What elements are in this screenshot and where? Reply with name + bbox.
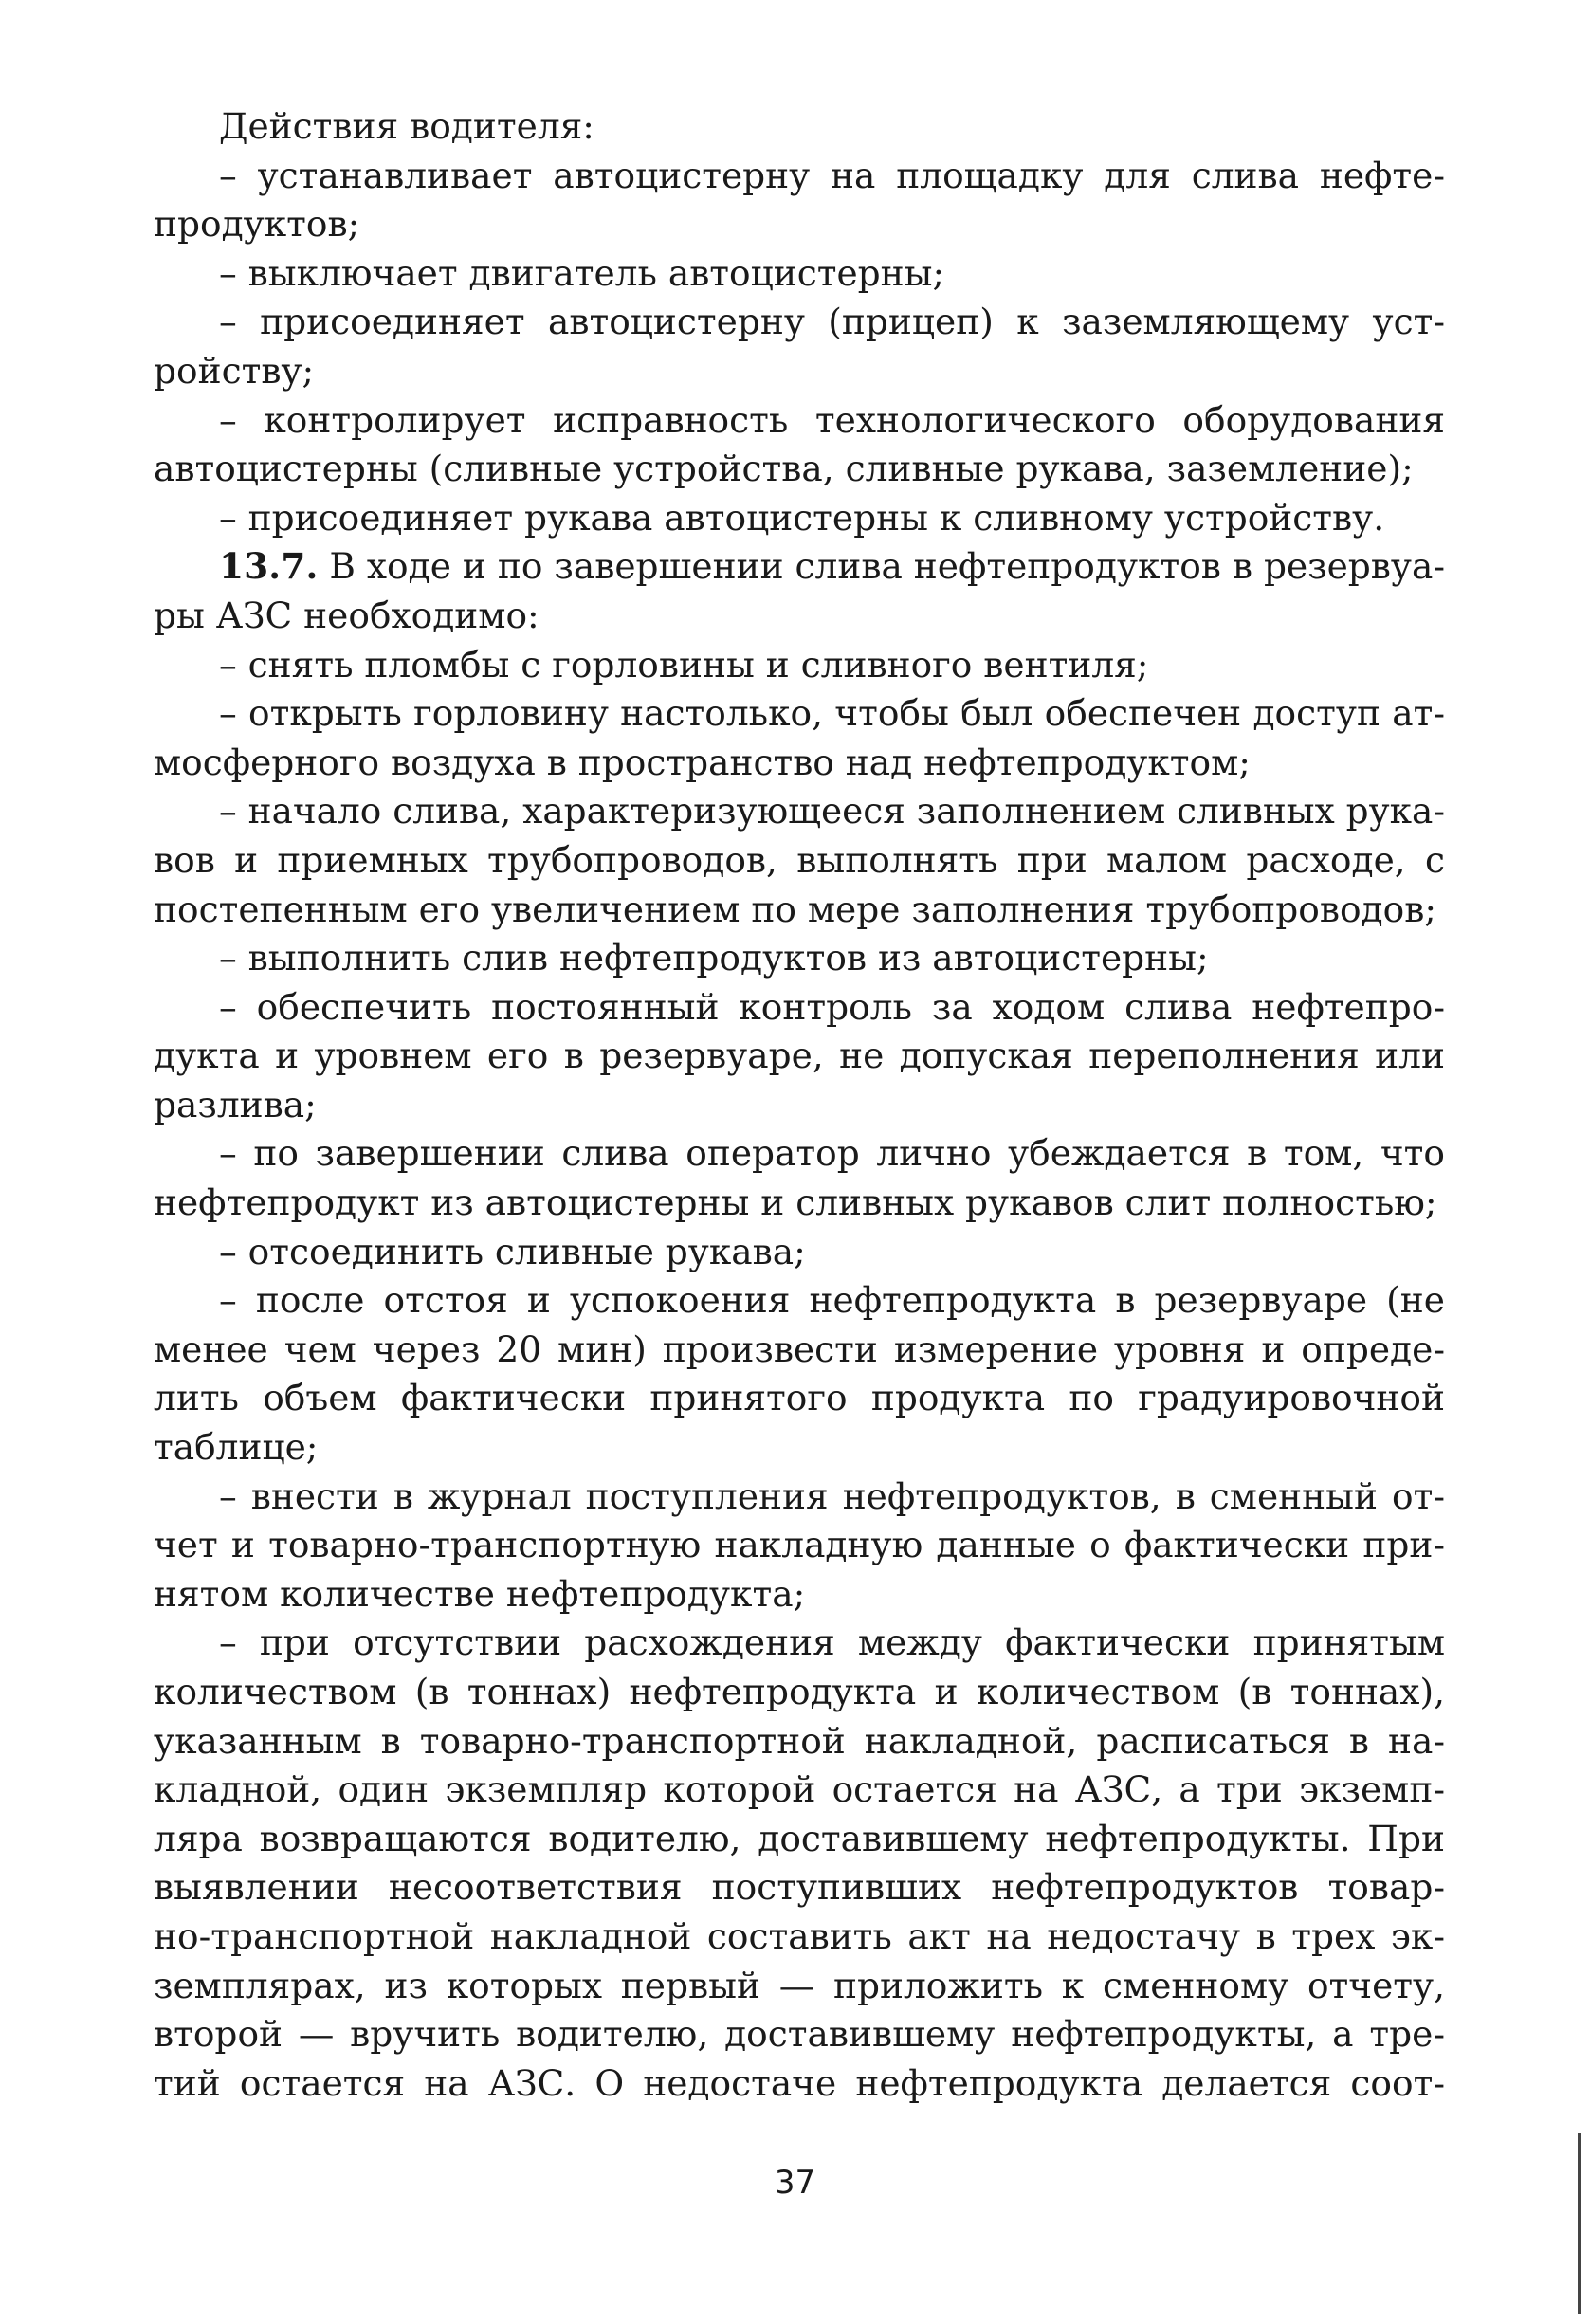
text-line — [154, 739, 1445, 788]
text-line — [154, 2010, 1445, 2059]
text-line — [154, 1179, 1445, 1228]
text-line-content: дукта и уровнем его в резервуаре, не допуская переполнения или — [154, 1034, 1445, 1077]
text-line-content: тий остается на АЗС. О недостаче нефтепродукта делается соот- — [154, 2061, 1445, 2104]
text-line-content: – по завершении слива оператор лично убеждается в том, что — [219, 1132, 1445, 1175]
text-line — [154, 1228, 1445, 1277]
text-line — [154, 1962, 1445, 2011]
text-line-content: чет и товарно-транспортную накладную данные о фактически при- — [154, 1524, 1445, 1566]
text-line-content: указанным в товарно-транспортной накладной, расписаться в на- — [154, 1719, 1445, 1762]
text-line — [154, 396, 1445, 446]
text-line — [154, 298, 1445, 347]
text-line-content: – при отсутствии расхождения между фактически принятым — [219, 1621, 1445, 1664]
page-edge-mark — [1578, 2133, 1581, 2314]
text-line — [154, 592, 1445, 641]
text-line-content: – обеспечить постоянный контроль за ходом слива нефтепро- — [219, 985, 1445, 1028]
text-line-content: земплярах, из которых первый — приложить к сменному отчету, — [154, 1964, 1445, 2006]
text-line — [154, 1473, 1445, 1522]
text-line — [154, 1326, 1445, 1375]
text-line-content: – после отстоя и успокоения нефтепродукта в резервуаре (не — [219, 1279, 1445, 1322]
text-line — [154, 347, 1445, 396]
text-line — [154, 934, 1445, 983]
text-line — [154, 200, 1445, 249]
text-line — [154, 1081, 1445, 1130]
text-line-content: разлива; — [154, 1083, 317, 1125]
text-line — [154, 1570, 1445, 1619]
text-line-content: нефтепродукт из автоцистерны и сливных рукавов слит полностью; — [154, 1181, 1437, 1224]
text-line-content: – снять пломбы с горловины и сливного вентиля; — [219, 643, 1149, 686]
text-line-content: нятом количестве нефтепродукта; — [154, 1572, 806, 1615]
text-line — [154, 641, 1445, 690]
text-line-content: автоцистерны (сливные устройства, сливные рукава, заземление); — [154, 448, 1414, 490]
text-line-content: но-транспортной накладной составить акт на недостачу в трех эк- — [154, 1914, 1445, 1957]
text-line — [154, 886, 1445, 935]
page-number: 37 — [774, 2164, 816, 2202]
text-line-content: таблице; — [154, 1426, 319, 1469]
text-line — [154, 983, 1445, 1033]
text-line-content: количеством (в тоннах) нефтепродукта и количеством (в тоннах), — [154, 1671, 1445, 1712]
text-line-content: лить объем фактически принятого продукта по градуировочной — [154, 1377, 1445, 1419]
text-line-content: Действия водителя: — [219, 105, 594, 147]
text-line — [154, 1276, 1445, 1326]
text-line — [154, 1815, 1445, 1864]
text-line — [154, 1717, 1445, 1766]
text-line — [154, 836, 1445, 886]
text-line — [154, 445, 1445, 494]
text-line-content: – открыть горловину настолько, чтобы был обеспечен доступ ат- — [219, 692, 1445, 735]
text-line — [154, 1374, 1445, 1423]
text-line — [154, 249, 1445, 299]
text-line-content: кладной, один экземпляр которой остается на АЗС, а три экземп- — [154, 1768, 1445, 1811]
text-line — [154, 1129, 1445, 1179]
text-line-content: постепенным его увеличением по мере заполнения трубопроводов; — [154, 888, 1436, 930]
text-line — [154, 1619, 1445, 1668]
text-line — [154, 102, 1445, 152]
text-line-content: – контролирует исправность технологического оборудования — [219, 398, 1445, 441]
text-line-content: выявлении несоответствия поступивших нефтепродуктов товар- — [154, 1866, 1445, 1909]
text-line — [154, 494, 1445, 543]
text-line — [154, 1863, 1445, 1912]
text-line-content: ры АЗС необходимо: — [154, 594, 539, 636]
text-line — [154, 1521, 1445, 1570]
text-line-content: – выключает двигатель автоцистерны; — [219, 251, 945, 294]
text-line-content: менее чем через 20 мин) произвести измерение уровня и опреде- — [154, 1327, 1445, 1370]
text-line-content: ляра возвращаются водителю, доставившему нефтепродукты. При — [154, 1817, 1445, 1859]
text-line — [154, 2059, 1445, 2109]
text-line-content: ройству; — [154, 349, 315, 392]
text-line-content: – устанавливает автоцистерну на площадку для слива нефте- — [219, 154, 1445, 196]
text-line — [154, 152, 1445, 201]
text-line — [154, 542, 1445, 592]
text-line-content: вов и приемных трубопроводов, выполнять при малом расходе, с — [154, 838, 1445, 881]
text-line-content: – присоединяет автоцистерну (прицеп) к заземляющему уст- — [219, 301, 1445, 343]
text-line-content: мосферного воздуха в пространство над нефтепродуктом; — [154, 741, 1251, 783]
text-line-content: – выполнить слив нефтепродуктов из автоцистерны; — [219, 937, 1209, 979]
section-number: 13.7. — [219, 545, 319, 588]
text-line — [154, 1668, 1445, 1717]
text-line — [154, 689, 1445, 739]
text-line-content: – отсоединить сливные рукава; — [219, 1230, 806, 1272]
text-line-content: – присоединяет рукава автоцистерны к сливному устройству. — [219, 496, 1385, 539]
text-line — [154, 787, 1445, 836]
text-line — [154, 1423, 1445, 1473]
body-text — [154, 102, 1445, 2108]
text-line-content: – начало слива, характеризующееся заполнением сливных рука- — [219, 790, 1445, 833]
text-line — [154, 1766, 1445, 1815]
text-line — [154, 1032, 1445, 1081]
text-line — [154, 1912, 1445, 1962]
text-line-content: второй — вручить водителю, доставившему нефтепродукты, а тре- — [154, 2013, 1445, 2056]
text-line-content: В ходе и по завершении слива нефтепродуктов в резервуа- — [329, 545, 1445, 588]
text-line-content: продуктов; — [154, 203, 360, 246]
text-line-content: – внести в журнал поступления нефтепродуктов, в сменный от- — [219, 1474, 1445, 1517]
